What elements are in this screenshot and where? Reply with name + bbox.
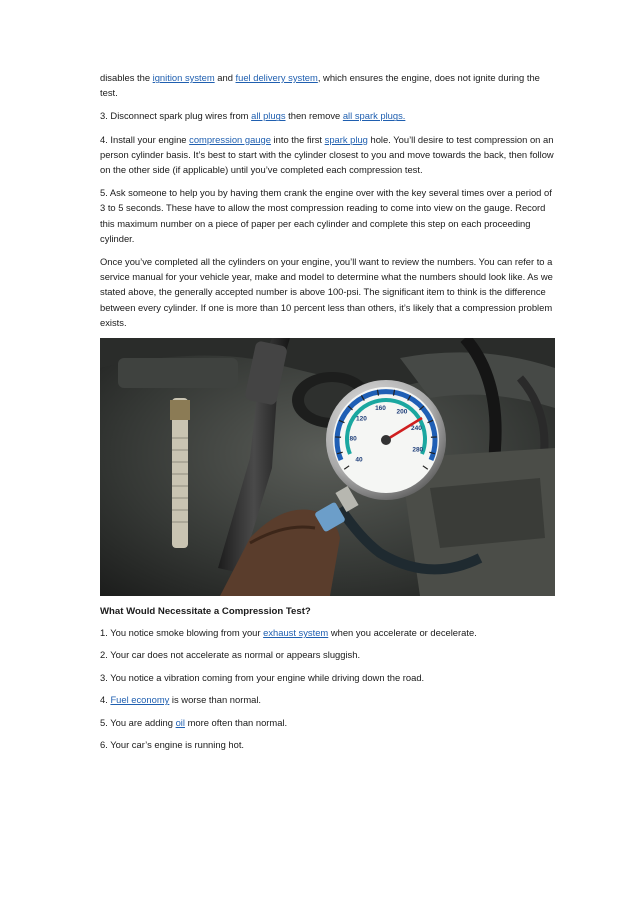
list-item: 2. Your car does not accelerate as normal or appears sluggish. <box>100 649 361 661</box>
all-spark-plugs-link[interactable]: all spark plugs. <box>342 110 406 122</box>
document-body <box>100 70 558 759</box>
compression-gauge <box>326 380 446 500</box>
all-plugs-link[interactable]: all plugs <box>251 110 286 122</box>
gauge-tick-label: 40 <box>355 456 363 464</box>
spark-plug-body <box>172 398 188 548</box>
gauge-center-cap <box>381 435 391 445</box>
list-item: 3. You notice a vibration coming from your engine while driving down the road. <box>100 671 425 683</box>
gauge-tick-label: 200 <box>396 408 408 416</box>
gauge-tick-label: 80 <box>349 435 357 443</box>
fuel-delivery-system-link[interactable]: fuel delivery system <box>235 72 318 83</box>
review-paragraph: Once you’ve completed all the cylinders on your engine, you’ll want to review the numbers. You can refer to a service manual for your vehicle year, make and model to determine what the numbers should look like. As we stated above, the generally accepted number is above 100-psi. The significant item to think is the difference between every cylinder. If one is more than 10 percent less than others, it’s likely that a compression problem exists. <box>100 256 553 328</box>
gauge-tick-label: 160 <box>375 405 386 413</box>
ignition-system-link[interactable]: ignition system <box>152 72 215 83</box>
compression-gauge-link[interactable]: compression gauge <box>189 133 271 145</box>
step-5-paragraph: 5. Ask someone to help you by having them crank the engine over with the key several times over a period of 3 to 5 seconds. These have to allow the most compression reading to come into view on the gauge. Record this maximum number on a piece of paper per each cylinder and complete this step on each proceeding cylinder. <box>100 187 552 244</box>
spark-plug-link[interactable]: spark plug <box>324 133 368 145</box>
compression-gauge-photo <box>100 338 555 596</box>
engine-photo-illustration <box>100 338 555 596</box>
fuel-economy-link[interactable]: Fuel economy <box>110 694 170 706</box>
gauge-tick-label: 120 <box>356 415 367 423</box>
intro-paragraph: disables the ignition system and fuel delivery system, which ensures the engine, does not ignite during the test. <box>100 72 540 99</box>
step-3-paragraph: 3. Disconnect spark plug wires from all plugs then remove all spark plugs. <box>100 110 406 122</box>
engine-bracket <box>118 358 238 388</box>
gauge-tick-label: 240 <box>411 424 422 432</box>
list-item: 5. You are adding oil more often than normal. <box>100 716 288 728</box>
list-item: 6. Your car’s engine is running hot. <box>100 739 245 750</box>
reasons-list <box>100 625 558 752</box>
section-heading: What Would Necessitate a Compression Test? <box>100 606 311 618</box>
gauge-tick-label: 280 <box>412 446 424 454</box>
exhaust-system-link[interactable]: exhaust system <box>263 627 329 639</box>
step-4-paragraph: 4. Install your engine compression gauge into the first spark plug hole. You’ll desire to test compression on an person cylinder basis. It’s best to start with the cylinder closest to you and move towards the back, then follow on the other side (if applicable) until you’ve completed each compression test. <box>100 133 554 176</box>
oil-link[interactable]: oil <box>175 716 185 728</box>
list-item: 4. Fuel economy is worse than normal. <box>100 694 262 706</box>
list-item: 1. You notice smoke blowing from your exhaust system when you accelerate or decelerate. <box>100 627 477 639</box>
